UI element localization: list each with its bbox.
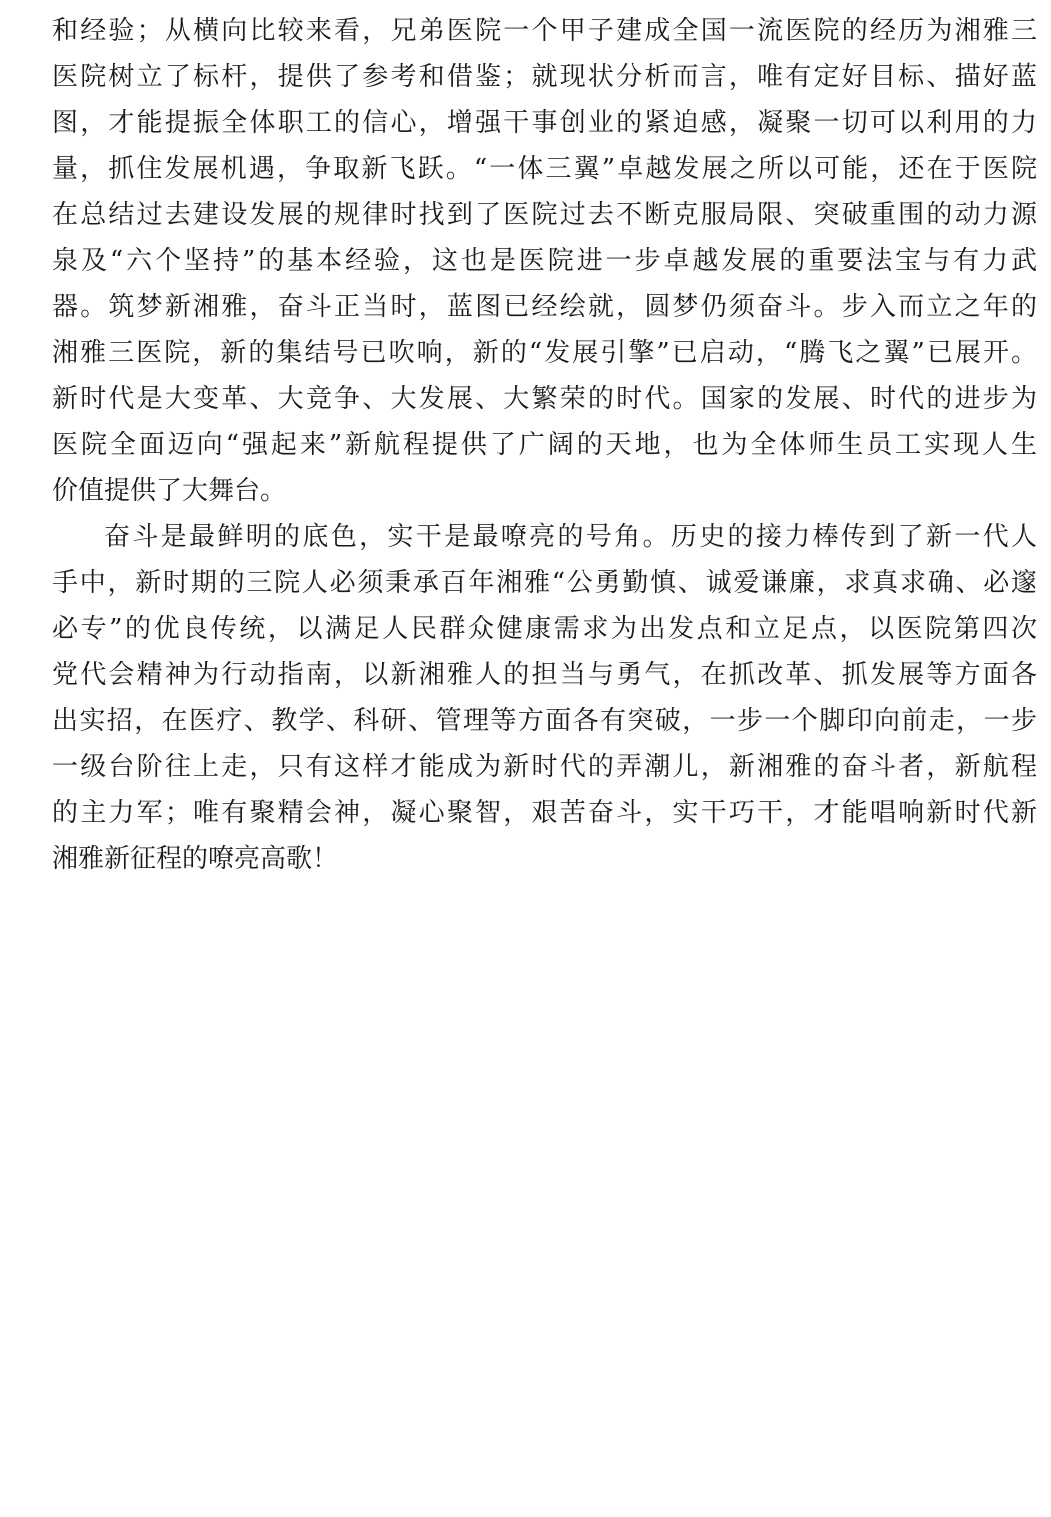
text-line: 医院全面迈向“强起来”新航程提供了广阔的天地，也为全体师生员工实现人生 [52, 430, 1037, 460]
text-line: 新时代是大变革、大竞争、大发展、大繁荣的时代。国家的发展、时代的进步为 [52, 384, 1037, 414]
text-line: 和经验；从横向比较来看，兄弟医院一个甲子建成全国一流医院的经历为湘雅三 [52, 16, 1037, 46]
text-line: 泉及“六个坚持”的基本经验，这也是医院进一步卓越发展的重要法宝与有力武 [52, 246, 1037, 276]
document-page [52, 8, 1037, 882]
paragraph-2 [52, 514, 1037, 882]
text-line: 出实招，在医疗、教学、科研、管理等方面各有突破，一步一个脚印向前走，一步 [52, 706, 1037, 736]
text-line: 图，才能提振全体职工的信心，增强干事创业的紧迫感，凝聚一切可以利用的力 [52, 108, 1037, 138]
paragraph-1 [52, 8, 1037, 514]
text-line: 在总结过去建设发展的规律时找到了医院过去不断克服局限、突破重围的动力源 [52, 200, 1037, 230]
text-line: 价值提供了大舞台。 [52, 476, 287, 506]
text-line: 器。筑梦新湘雅，奋斗正当时，蓝图已经绘就，圆梦仍须奋斗。步入而立之年的 [52, 292, 1037, 322]
text-line: 奋斗是最鲜明的底色，实干是最嘹亮的号角。历史的接力棒传到了新一代人 [104, 522, 1037, 552]
text-line: 手中，新时期的三院人必须秉承百年湘雅“公勇勤慎、诚爱谦廉，求真求确、必邃 [52, 568, 1037, 598]
text-line: 量，抓住发展机遇，争取新飞跃。“一体三翼”卓越发展之所以可能，还在于医院 [52, 154, 1037, 184]
text-line: 医院树立了标杆，提供了参考和借鉴；就现状分析而言，唯有定好目标、描好蓝 [52, 62, 1037, 92]
text-line: 党代会精神为行动指南，以新湘雅人的担当与勇气，在抓改革、抓发展等方面各 [52, 660, 1037, 690]
text-line: 的主力军；唯有聚精会神，凝心聚智，艰苦奋斗，实干巧干，才能唱响新时代新 [52, 798, 1037, 828]
text-line: 必专”的优良传统，以满足人民群众健康需求为出发点和立足点，以医院第四次 [52, 614, 1037, 644]
text-line: 湘雅三医院，新的集结号已吹响，新的“发展引擎”已启动，“腾飞之翼”已展开。 [52, 338, 1037, 368]
text-line: 湘雅新征程的嘹亮高歌！ [52, 844, 339, 874]
text-line: 一级台阶往上走，只有这样才能成为新时代的弄潮儿，新湘雅的奋斗者，新航程 [52, 752, 1037, 782]
